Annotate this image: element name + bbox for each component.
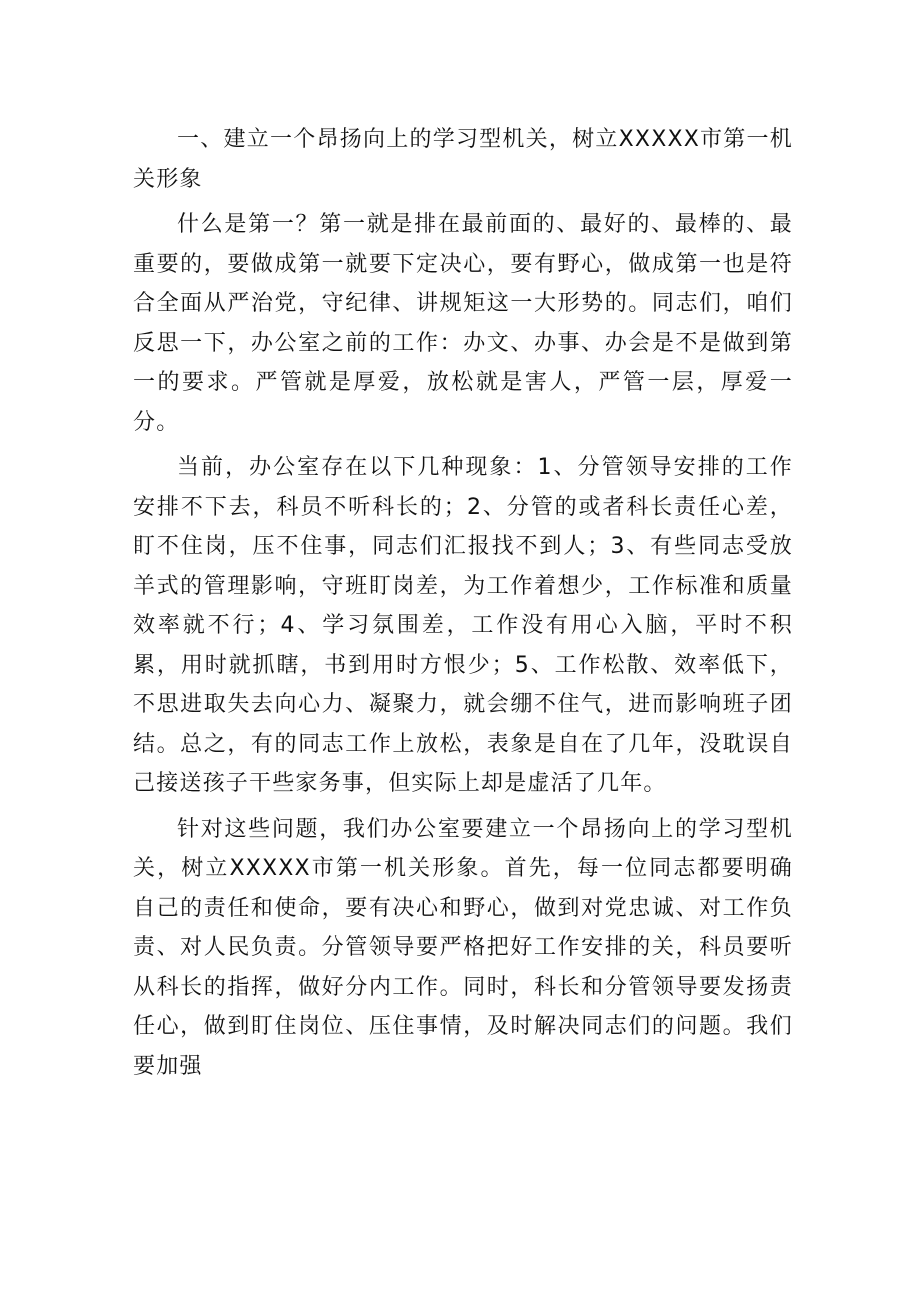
body-paragraph-solutions: 针对这些问题，我们办公室要建立一个昂扬向上的学习型机关，树立XXXXX市第一机关形象。首先，每一位同志都要明确自己的责任和使命，要有决心和野心，做到对党忠诚、对工作负责、对人民负责。分管领导要严格把好工作安排的关，科员要听从科长的指挥，做好分内工作。同时，科长和分管领导要发扬责任心，做到盯住岗位、压住事情，及时解决同志们的问题。我们要加强: [133, 816, 793, 1079]
section-heading-paragraph: 一、建立一个昂扬向上的学习型机关，树立XXXXX市第一机关形象: [133, 127, 793, 192]
body-paragraph-what-is-first: 什么是第一？第一就是排在最前面的、最好的、最棒的、最重要的，要做成第一就要下定决心，要有野心，做成第一也是符合全面从严治党，守纪律、讲规矩这一大形势的。同志们，咱们反思一下，办公室之前的工作：办文、办事、办会是不是做到第一的要求。严管就是厚爱，放松就是害人，严管一层，厚爱一分。: [133, 212, 793, 435]
document-body: [133, 120, 793, 1092]
body-paragraph-current-issues: 当前，办公室存在以下几种现象：1、分管领导安排的工作安排不下去，科员不听科长的；2、分管的或者科长责任心差，盯不住岗，压不住事，同志们汇报找不到人；3、有些同志受放羊式的管理影响，守班盯岗差，为工作着想少，工作标准和质量效率就不行；4、学习氛围差，工作没有用心入脑，平时不积累，用时就抓瞎，书到用时方恨少；5、工作松散、效率低下，不思进取失去向心力、凝聚力，就会绷不住气，进而影响班子团结。总之，有的同志工作上放松，表象是自在了几年，没耽误自己接送孩子干些家务事，但实际上却是虚活了几年。: [133, 455, 793, 796]
